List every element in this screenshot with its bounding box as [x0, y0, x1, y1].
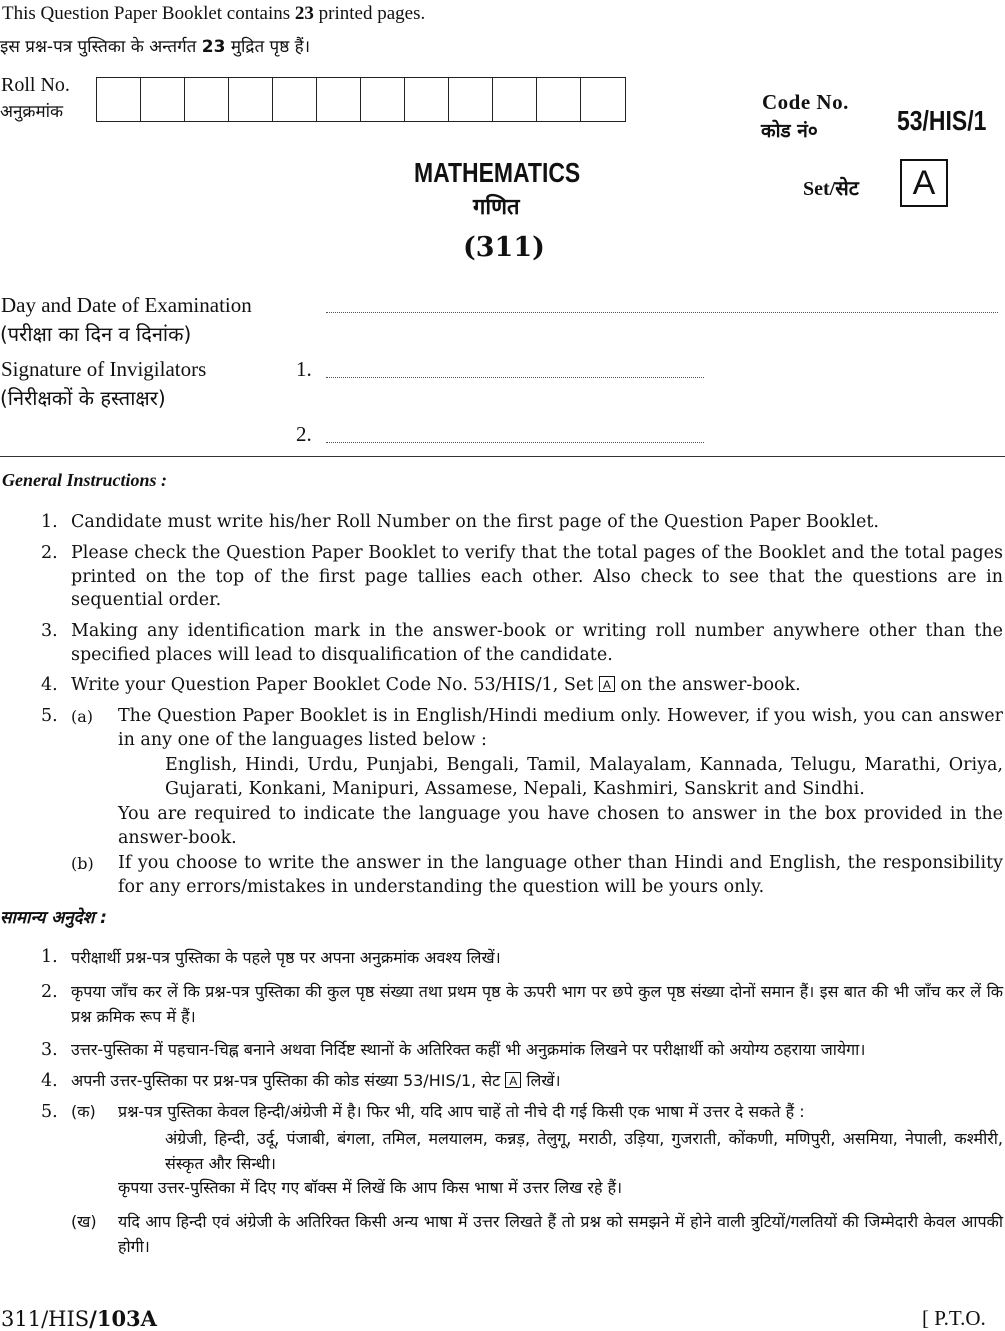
- instr-hi-4-number: 4.: [41, 1071, 58, 1091]
- instr-hi-3: उत्तर-पुस्तिका में पहचान-चिह्न बनाने अथवा निर्दिष्ट स्थानों के अतिरिक्त कहीं भी अनुक्रमांक लिखने पर परीक्षार्थी को अयोग्य ठहराया जायेगा।: [71, 1040, 866, 1059]
- instr-en-5b-label: (b): [71, 854, 94, 873]
- roll-cell[interactable]: [581, 78, 625, 121]
- set-mini-box-hi: A: [505, 1072, 521, 1088]
- roll-number-grid[interactable]: [96, 77, 626, 122]
- instr-hi-1: परीक्षार्थी प्रश्न-पत्र पुस्तिका के पहले पृष्ठ पर अपना अनुक्रमांक अवश्य लिखें।: [71, 948, 501, 967]
- instr-hi-5a-label: (क): [71, 1102, 96, 1121]
- instr-en-2: Please check the Question Paper Booklet to verify that the total pages of the Booklet and the total pages printed on the top of the first page tallies each other. Also check to see that the questions are in sequential order.: [71, 543, 1003, 610]
- invigilators-label-hi: (निरीक्षकों के हस्ताक्षर): [0, 386, 166, 410]
- code-label-en: Code No.: [762, 90, 849, 114]
- code-label-hi: कोड नं०: [761, 120, 818, 142]
- general-instructions-heading-hi: सामान्य अनुदेश :: [0, 908, 107, 928]
- instr-en-5a: The Question Paper Booklet is in English/Hindi medium only. However, if you wish, you can answer in any one of the languages listed below :: [118, 706, 1003, 750]
- roll-cell[interactable]: [317, 78, 361, 121]
- instr-en-1: Candidate must write his/her Roll Number on the first page of the Question Paper Booklet.: [71, 512, 879, 532]
- invigilator-2-field[interactable]: [326, 442, 704, 443]
- instr-hi-5a-languages: अंग्रेजी, हिन्दी, उर्दू, पंजाबी, बंगला, तमिल, मलयालम, कन्नड़, तेलुगू, मराठी, उड़िया, गुजराती, कोंकणी, मणिपुरी, असमिया, नेपाली, कश्मीरी, संस्कृत और सिन्धी।: [165, 1129, 1003, 1173]
- pages-count-en: This Question Paper Booklet contains 23 printed pages.: [2, 3, 426, 24]
- roll-label-en: Roll No.: [1, 74, 70, 96]
- exam-date-label-en: Day and Date of Examination: [1, 293, 252, 317]
- instr-en-1-number: 1.: [41, 512, 58, 532]
- instr-en-2-number: 2.: [41, 543, 58, 563]
- instr-en-5a-note: You are required to indicate the language you have chosen to answer in the box provided in the answer-book.: [118, 804, 1003, 848]
- roll-cell[interactable]: [185, 78, 229, 121]
- instr-hi-5b: यदि आप हिन्दी एवं अंग्रेजी के अतिरिक्त किसी अन्य भाषा में उत्तर लिखते हैं तो प्रश्न को समझने में होने वाली त्रुटियों/गलतियों की जिम्मेदारी केवल आपकी होगी।: [118, 1212, 1003, 1256]
- invigilators-label-en: Signature of Invigilators: [1, 357, 207, 381]
- code-number: 53/HIS/1: [897, 105, 987, 136]
- roll-cell[interactable]: [405, 78, 449, 121]
- invigilator-2-number: 2.: [296, 422, 312, 446]
- instr-en-3-number: 3.: [41, 621, 58, 641]
- instr-hi-2: कृपया जाँच कर लें कि प्रश्न-पत्र पुस्तिका की कुल पृष्ठ संख्या तथा प्रथम पृष्ठ के ऊपरी भाग पर छपे कुल पृष्ठ संख्या दोनों समान हैं। इस बात की भी जाँच कर लें कि प्रश्न क्रमिक रूप में हैं।: [71, 982, 1003, 1026]
- invigilator-1-number: 1.: [296, 357, 312, 381]
- footer-pto: [ P.T.O.: [922, 1306, 986, 1330]
- roll-cell[interactable]: [537, 78, 581, 121]
- exam-date-label-hi: (परीक्षा का दिन व दिनांक): [0, 322, 192, 346]
- instr-en-4-number: 4.: [41, 675, 58, 695]
- roll-cell[interactable]: [493, 78, 537, 121]
- roll-cell[interactable]: [141, 78, 185, 121]
- instr-en-5b: If you choose to write the answer in the language other than Hindi and English, the responsibility for any errors/mistakes in understanding the question will be yours only.: [118, 853, 1003, 897]
- roll-cell[interactable]: [361, 78, 405, 121]
- instr-hi-5a: प्रश्न-पत्र पुस्तिका केवल हिन्दी/अंग्रेजी में है। फिर भी, यदि आप चाहें तो नीचे दी गई किसी एक भाषा में उत्तर दे सकते हैं :: [118, 1102, 805, 1121]
- instr-hi-4: अपनी उत्तर-पुस्तिका पर प्रश्न-पत्र पुस्तिका की कोड संख्या 53/HIS/1, सेट A लिखें।: [71, 1071, 561, 1090]
- instr-en-3: Making any identification mark in the answer-book or writing roll number anywhere other than the specified places will lead to disqualification of the candidate.: [71, 621, 1003, 665]
- general-instructions-heading: General Instructions :: [2, 470, 168, 490]
- instr-en-5a-languages: English, Hindi, Urdu, Punjabi, Bengali, Tamil, Malayalam, Kannada, Telugu, Marathi, Oriya, Gujarati, Konkani, Manipuri, Assamese, Nepali, Kashmiri, Sanskrit and Sindhi.: [165, 755, 1003, 799]
- footer-code: 311/HIS/103A: [1, 1306, 157, 1331]
- roll-cell[interactable]: [273, 78, 317, 121]
- divider: [0, 456, 1005, 457]
- instr-hi-1-number: 1.: [41, 947, 58, 967]
- instr-en-5-number: 5.: [41, 706, 58, 726]
- roll-cell[interactable]: [449, 78, 493, 121]
- instr-en-5a-label: (a): [71, 707, 94, 726]
- instr-hi-3-number: 3.: [41, 1040, 58, 1060]
- instr-hi-5a-note: कृपया उत्तर-पुस्तिका में दिए गए बॉक्स में लिखें कि आप किस भाषा में उत्तर लिख रहे हैं।: [118, 1178, 623, 1197]
- subject-title-hi: गणित: [473, 195, 520, 220]
- roll-cell[interactable]: [229, 78, 273, 121]
- instr-hi-5b-label: (ख): [71, 1212, 97, 1231]
- instr-en-4: Write your Question Paper Booklet Code No. 53/HIS/1, Set A on the answer-book.: [71, 675, 801, 695]
- subject-code: (311): [463, 232, 545, 263]
- exam-date-field[interactable]: [326, 312, 998, 313]
- subject-title-en: MATHEMATICS: [414, 157, 581, 188]
- set-box: A: [900, 159, 948, 207]
- pages-count-hi: इस प्रश्न-पत्र पुस्तिका के अन्तर्गत 23 मुद्रित पृष्ठ हैं।: [0, 37, 311, 57]
- instr-hi-2-number: 2.: [41, 982, 58, 1002]
- roll-label-hi: अनुक्रमांक: [0, 102, 64, 122]
- instr-hi-5-number: 5.: [41, 1102, 58, 1122]
- set-label: Set/सेट: [803, 178, 859, 200]
- invigilator-1-field[interactable]: [326, 377, 704, 378]
- set-mini-box: A: [599, 676, 615, 692]
- roll-cell[interactable]: [97, 78, 141, 121]
